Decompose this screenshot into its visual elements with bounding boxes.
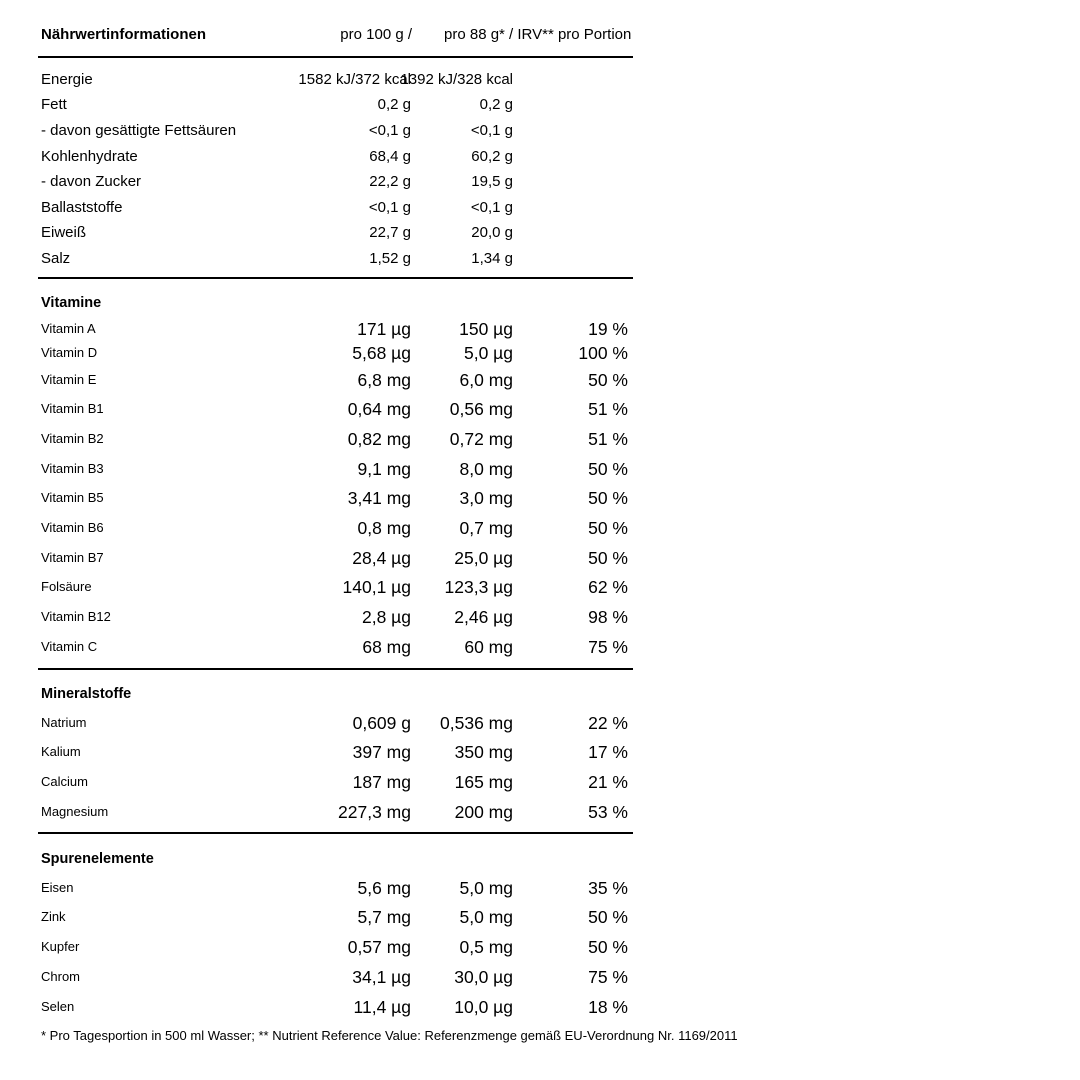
nutrient-label: Eisen	[41, 880, 74, 895]
value-irv: 50 %	[588, 459, 628, 479]
table-row	[38, 341, 633, 365]
column-header-per-portion: pro 88 g* / IRV** pro Portion	[444, 26, 632, 43]
value-per-100g: 9,1 mg	[357, 459, 411, 479]
table-row	[38, 196, 633, 220]
value-irv: 50 %	[588, 937, 628, 957]
value-irv: 17 %	[588, 742, 628, 762]
value-irv: 50 %	[588, 488, 628, 508]
value-per-portion: 150 µg	[459, 319, 513, 339]
value-irv: 98 %	[588, 607, 628, 627]
value-per-portion: 0,536 mg	[440, 713, 513, 733]
value-per-portion: 5,0 mg	[459, 878, 513, 898]
value-per-100g: 1,52 g	[369, 250, 411, 267]
table-row	[38, 575, 633, 599]
value-per-100g: 22,7 g	[369, 224, 411, 241]
value-irv: 50 %	[588, 907, 628, 927]
table-row	[38, 740, 633, 764]
value-per-portion: 1392 kJ/328 kcal	[400, 71, 513, 88]
value-per-100g: 22,2 g	[369, 173, 411, 190]
table-row	[38, 145, 633, 169]
nutrient-label: Zink	[41, 909, 66, 924]
nutrient-label: Vitamin D	[41, 345, 98, 360]
table-row	[38, 247, 633, 271]
nutrient-label: Fett	[41, 96, 67, 113]
section-title-minerals: Mineralstoffe	[41, 686, 132, 702]
value-per-portion: 5,0 µg	[463, 343, 513, 363]
table-row	[38, 68, 633, 92]
nutrient-label: Calcium	[41, 774, 88, 789]
divider	[38, 668, 633, 670]
value-per-100g: 0,609 g	[352, 713, 411, 733]
value-per-100g: 68,4 g	[369, 148, 411, 165]
nutrient-label: Salz	[41, 250, 71, 267]
value-per-100g: <0,1 g	[368, 122, 411, 139]
nutrient-label: Natrium	[41, 715, 87, 730]
table-row	[38, 170, 633, 194]
value-per-100g: <0,1 g	[368, 199, 411, 216]
value-irv: 35 %	[588, 878, 628, 898]
table-row	[38, 368, 633, 392]
table-row	[38, 635, 633, 659]
table-title: Nährwertinformationen	[41, 26, 207, 43]
nutrient-label: Vitamin B1	[41, 401, 104, 416]
table-row	[38, 397, 633, 421]
value-per-100g: 5,6 mg	[357, 878, 411, 898]
table-row	[38, 995, 633, 1019]
value-per-100g: 0,57 mg	[347, 937, 411, 957]
value-per-portion: 200 mg	[454, 802, 513, 822]
value-per-portion: <0,1 g	[470, 122, 513, 139]
value-irv: 100 %	[578, 343, 628, 363]
table-row	[38, 221, 633, 245]
table-row	[38, 800, 633, 824]
section-title-trace-elements: Spurenelemente	[41, 851, 154, 867]
table-row	[38, 546, 633, 570]
value-irv: 51 %	[588, 399, 628, 419]
nutrient-label: Vitamin B7	[41, 550, 104, 565]
value-irv: 53 %	[588, 802, 628, 822]
table-row	[38, 427, 633, 451]
table-row	[38, 935, 633, 959]
value-per-100g: 0,8 mg	[357, 518, 411, 538]
value-per-portion: 5,0 mg	[459, 907, 513, 927]
value-irv: 19 %	[588, 319, 628, 339]
nutrient-label: Kohlenhydrate	[41, 148, 138, 165]
value-irv: 50 %	[588, 370, 628, 390]
table-row	[38, 876, 633, 900]
divider	[38, 277, 633, 279]
value-per-100g: 5,68 µg	[352, 343, 411, 363]
nutrient-label: Vitamin C	[41, 639, 98, 654]
value-per-portion: 350 mg	[454, 742, 513, 762]
table-row	[38, 965, 633, 989]
value-per-100g: 0,2 g	[377, 96, 411, 113]
value-per-portion: 1,34 g	[471, 250, 513, 267]
value-per-100g: 227,3 mg	[338, 802, 411, 822]
nutrient-label: Vitamin A	[41, 321, 96, 336]
value-per-100g: 187 mg	[352, 772, 411, 792]
value-irv: 75 %	[588, 967, 628, 987]
divider	[38, 832, 633, 834]
value-per-portion: 30,0 µg	[454, 967, 513, 987]
footnote: * Pro Tagesportion in 500 ml Wasser; ** Nutrient Reference Value: Referenzmenge gemäß EU-Verordnung Nr. 1169/2011	[41, 1028, 738, 1043]
value-per-100g: 397 mg	[352, 742, 411, 762]
nutrient-label: Vitamin B3	[41, 461, 104, 476]
nutrient-label: Vitamin E	[41, 372, 97, 387]
value-per-portion: 123,3 µg	[444, 577, 513, 597]
value-per-100g: 171 µg	[357, 319, 411, 339]
value-per-portion: 6,0 mg	[459, 370, 513, 390]
table-row	[38, 770, 633, 794]
value-per-100g: 6,8 mg	[357, 370, 411, 390]
value-per-portion: 10,0 µg	[454, 997, 513, 1017]
nutrient-label: Vitamin B12	[41, 609, 111, 624]
value-per-100g: 3,41 mg	[347, 488, 411, 508]
nutrient-label: Ballaststoffe	[41, 199, 123, 216]
nutrient-label: - davon Zucker	[41, 173, 142, 190]
value-irv: 21 %	[588, 772, 628, 792]
nutrient-label: Eiweiß	[41, 224, 87, 241]
value-per-100g: 28,4 µg	[352, 548, 411, 568]
value-per-portion: 20,0 g	[471, 224, 513, 241]
value-per-portion: 25,0 µg	[454, 548, 513, 568]
nutrient-label: Selen	[41, 999, 75, 1014]
value-per-portion: 3,0 mg	[459, 488, 513, 508]
nutrient-label: Energie	[41, 71, 93, 88]
value-per-portion: <0,1 g	[470, 199, 513, 216]
value-per-100g: 11,4 µg	[353, 997, 411, 1017]
section-title-vitamins: Vitamine	[41, 295, 102, 311]
nutrient-label: Chrom	[41, 969, 81, 984]
divider	[38, 56, 633, 58]
table-row	[38, 93, 633, 117]
value-per-100g: 5,7 mg	[357, 907, 411, 927]
value-per-100g: 68 mg	[362, 637, 411, 657]
nutrient-label: Magnesium	[41, 804, 109, 819]
value-per-portion: 60,2 g	[471, 148, 513, 165]
nutrient-label: - davon gesättigte Fettsäuren	[41, 122, 237, 139]
value-per-portion: 0,5 mg	[459, 937, 513, 957]
value-per-100g: 34,1 µg	[352, 967, 411, 987]
value-irv: 50 %	[588, 548, 628, 568]
value-per-portion: 60 mg	[464, 637, 513, 657]
nutrient-label: Kupfer	[41, 939, 80, 954]
nutrient-label: Folsäure	[41, 579, 92, 594]
value-per-portion: 0,72 mg	[449, 429, 513, 449]
nutrient-label: Vitamin B2	[41, 431, 104, 446]
table-row	[38, 605, 633, 629]
value-per-portion: 8,0 mg	[459, 459, 513, 479]
value-irv: 22 %	[588, 713, 628, 733]
value-per-100g: 1582 kJ/372 kcal	[298, 71, 411, 88]
value-per-portion: 19,5 g	[471, 173, 513, 190]
value-per-portion: 0,56 mg	[449, 399, 513, 419]
table-row	[38, 486, 633, 510]
table-row	[38, 516, 633, 540]
value-per-100g: 2,8 µg	[361, 607, 411, 627]
value-per-100g: 0,82 mg	[347, 429, 411, 449]
value-irv: 62 %	[588, 577, 628, 597]
value-irv: 50 %	[588, 518, 628, 538]
table-row	[38, 711, 633, 735]
value-per-portion: 2,46 µg	[454, 607, 513, 627]
value-per-100g: 140,1 µg	[342, 577, 411, 597]
table-header	[38, 23, 633, 47]
value-per-portion: 165 mg	[454, 772, 513, 792]
value-irv: 18 %	[588, 997, 628, 1017]
value-per-100g: 0,64 mg	[347, 399, 411, 419]
table-row	[38, 457, 633, 481]
nutrient-label: Kalium	[41, 744, 81, 759]
value-per-portion: 0,7 mg	[459, 518, 513, 538]
value-irv: 75 %	[588, 637, 628, 657]
nutrient-label: Vitamin B6	[41, 520, 104, 535]
nutrient-label: Vitamin B5	[41, 490, 104, 505]
table-row	[38, 119, 633, 143]
table-row	[38, 317, 633, 341]
column-header-per-100g: pro 100 g /	[340, 26, 412, 43]
value-irv: 51 %	[588, 429, 628, 449]
table-row	[38, 905, 633, 929]
value-per-portion: 0,2 g	[479, 96, 513, 113]
